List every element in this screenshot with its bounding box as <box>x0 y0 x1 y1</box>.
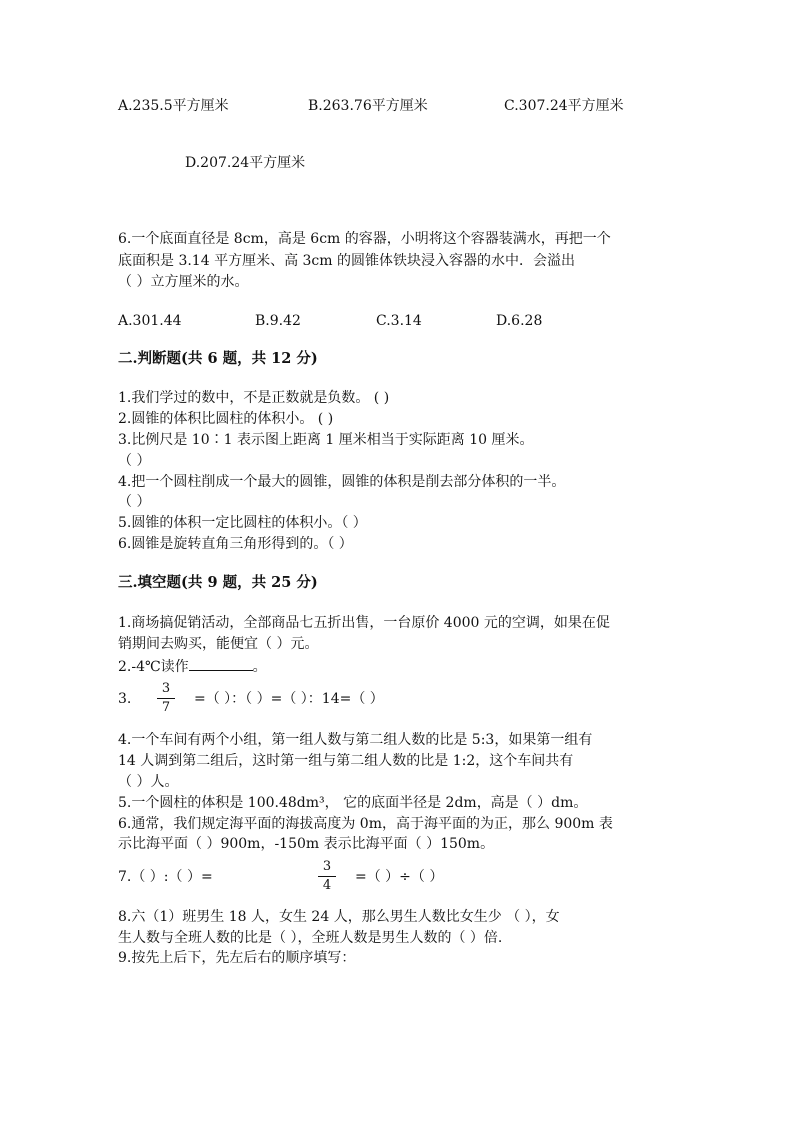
q6-option-d: D.6.28 <box>496 313 543 329</box>
fill-q5: 5.一个圆柱的体积是 100.48dm³， 它的底面半径是 2dm，高是（ ）dm。 <box>118 795 588 811</box>
fill-q6-line-2: 示比海平面（ ）900m，-150m 表示比海平面（ ）150m。 <box>118 836 495 852</box>
answer-blank <box>189 656 253 671</box>
judge-item: 5.圆锥的体积一定比圆柱的体积小。（ ） <box>118 515 367 531</box>
section-2-heading: 二.判断题(共 6 题，共 12 分) <box>118 350 318 367</box>
fill-q7-rest: =（ ）÷（ ） <box>355 869 444 885</box>
fill-q1-line-2: 销期间去购买，能便宜（ ）元。 <box>118 636 319 652</box>
fill-q9: 9.按先上后下，先左后右的顺序填写： <box>118 950 356 966</box>
fill-q2-prefix: 2.-4℃读作 <box>118 659 189 675</box>
question-6-line-1: 6.一个底面直径是 8cm，高是 6cm 的容器，小明将这个容器装满水，再把一个 <box>118 231 611 247</box>
question-6-line-3: （ ）立方厘米的水。 <box>118 274 249 290</box>
fill-q7-prefix: 7.（ ）:（ ）= <box>118 869 213 885</box>
fill-q4-line-2: 14 人调到第二组后，这时第一组与第二组人数的比是 1:2，这个车间共有 <box>118 753 574 769</box>
judge-item: 3.比例尺是 10∶1 表示图上距离 1 厘米相当于实际距离 10 厘米。 <box>118 432 534 448</box>
judge-item: 6.圆锥是旋转直角三角形得到的。（ ） <box>118 536 353 552</box>
fill-q8-line-2: 生人数与全班人数的比是（ ），全班人数是男生人数的（ ）倍. <box>118 930 503 946</box>
fraction-3-4 <box>318 859 336 894</box>
option-b: B.263.76平方厘米 <box>308 98 428 114</box>
section-3-heading: 三.填空题(共 9 题，共 25 分) <box>118 574 318 591</box>
fraction-numerator: 3 <box>161 681 171 696</box>
fill-q3-prefix: 3. <box>118 691 132 707</box>
option-d: D.207.24平方厘米 <box>185 155 306 171</box>
judge-item: （ ） <box>118 494 151 510</box>
fraction-numerator: 3 <box>322 859 332 874</box>
fraction-denominator: 4 <box>322 878 332 893</box>
question-6-line-2: 底面积是 3.14 平方厘米、高 3cm 的圆锥体铁块浸入容器的水中．会溢出 <box>118 253 575 269</box>
option-a: A.235.5平方厘米 <box>118 98 229 114</box>
fill-q4-line-3: （ ）人。 <box>118 774 179 790</box>
q6-option-c: C.3.14 <box>376 313 422 329</box>
judge-item: 1.我们学过的数中，不是正数就是负数。 ( ) <box>118 390 390 406</box>
q6-option-b: B.9.42 <box>255 313 301 329</box>
fill-q6-line-1: 6.通常，我们规定海平面的海拔高度为 0m，高于海平面的为正，那么 900m 表 <box>118 816 613 832</box>
fraction-denominator: 7 <box>161 700 171 715</box>
fill-q2 <box>118 656 267 677</box>
fill-q4-line-1: 4.一个车间有两个小组，第一组人数与第二组人数的比是 5:3，如果第一组有 <box>118 732 593 748</box>
judge-item: 4.把一个圆柱削成一个最大的圆锥，圆锥的体积是削去部分体积的一半。 <box>118 474 566 490</box>
q6-option-a: A.301.44 <box>118 313 182 329</box>
judge-item: 2.圆锥的体积比圆柱的体积小。 ( ) <box>118 411 334 427</box>
fill-q8-line-1: 8.六（1）班男生 18 人，女生 24 人，那么男生人数比女生少 （ ），女 <box>118 909 560 925</box>
fill-q3-rest: =（ ）：（ ）=（ ）：14=（ ） <box>194 691 384 707</box>
fill-q2-suffix: 。 <box>252 659 267 675</box>
option-c: C.307.24平方厘米 <box>504 98 624 114</box>
fill-q1-line-1: 1.商场搞促销活动，全部商品七五折出售，一台原价 4000 元的空调，如果在促 <box>118 615 610 631</box>
fraction-3-7 <box>157 681 175 716</box>
judge-item: （ ） <box>118 453 151 469</box>
